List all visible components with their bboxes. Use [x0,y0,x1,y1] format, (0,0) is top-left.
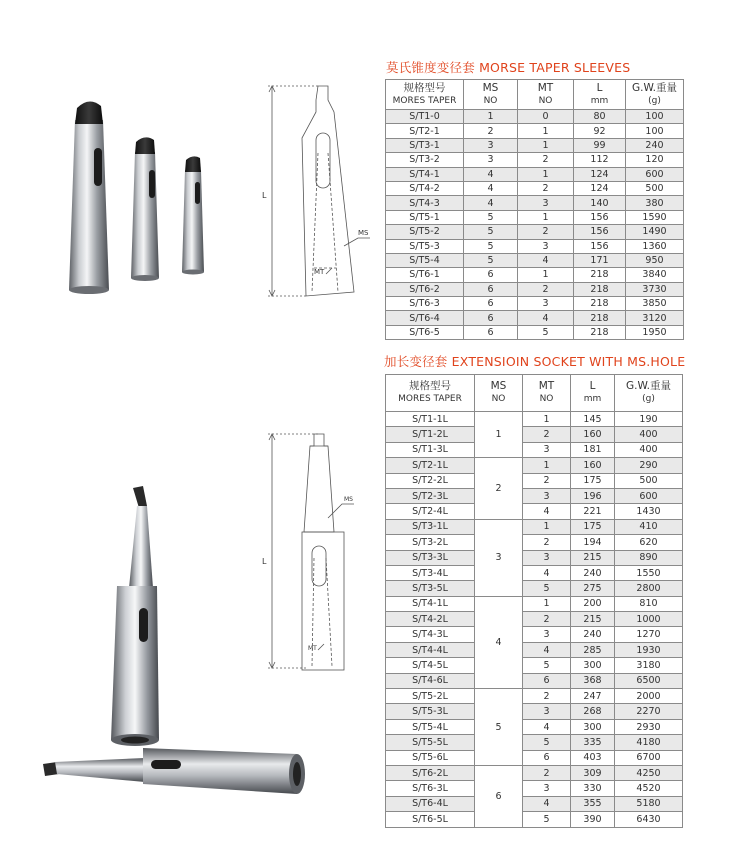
table-row [386,765,683,780]
cell-model: S/T3-1 [386,138,464,152]
cell-l: 240 [571,627,615,642]
cell-l: 335 [571,735,615,750]
cell-l: 218 [574,311,626,325]
cell-mt: 3 [523,627,571,642]
cell-gw: 2000 [615,689,683,704]
cell-model: S/T6-2 [386,282,464,296]
cell-mt: 1 [518,268,574,282]
cell-model: S/T5-4 [386,253,464,267]
table-row [386,812,683,827]
cell-mt: 3 [523,550,571,565]
cell-model: S/T5-3L [386,704,475,719]
cell-l: 156 [574,225,626,239]
cell-model: S/T5-4L [386,719,475,734]
header-ms: MS NO [464,80,518,110]
cell-l: 140 [574,196,626,210]
cell-model: S/T6-1 [386,268,464,282]
table-row [386,153,684,167]
cell-l: 218 [574,325,626,339]
cell-ms: 6 [475,765,523,827]
cell-gw: 3840 [626,268,684,282]
table-row [386,138,684,152]
table-row [386,181,684,195]
cell-l: 268 [571,704,615,719]
table-row [386,704,683,719]
cell-ms: 6 [464,325,518,339]
table-row [386,210,684,224]
cell-ms: 3 [464,138,518,152]
cell-l: 194 [571,535,615,550]
cell-model: S/T2-1 [386,124,464,138]
cell-l: 99 [574,138,626,152]
cell-mt: 0 [518,110,574,124]
cell-gw: 950 [626,253,684,267]
extension-socket-title: 加长变径套 EXTENSIOIN SOCKET WITH MS.HOLE [384,354,686,369]
cell-model: S/T3-2 [386,153,464,167]
table-row [386,325,684,339]
cell-l: 300 [571,658,615,673]
small-sleeve-image [182,156,204,274]
header-l: L mm [571,375,615,412]
cell-ms: 6 [464,282,518,296]
cell-gw: 1930 [615,642,683,657]
cell-model: S/T4-1 [386,167,464,181]
cell-gw: 2930 [615,719,683,734]
cell-gw: 1430 [615,504,683,519]
table-row [386,196,684,210]
cell-gw: 3180 [615,658,683,673]
cell-mt: 2 [518,153,574,167]
cell-mt: 4 [523,565,571,580]
cell-ms: 2 [475,458,523,520]
cell-mt: 1 [523,596,571,611]
cell-gw: 400 [615,442,683,457]
cell-mt: 4 [523,796,571,811]
cell-l: 160 [571,458,615,473]
header-model: 规格型号 MORES TAPER [386,375,475,412]
cell-l: 390 [571,812,615,827]
cell-l: 200 [571,596,615,611]
cell-model: S/T6-3L [386,781,475,796]
table-row [386,627,683,642]
cell-model: S/T4-6L [386,673,475,688]
cell-model: S/T1-1L [386,412,475,427]
cell-model: S/T1-0 [386,110,464,124]
cell-l: 403 [571,750,615,765]
cell-ms: 5 [464,239,518,253]
table-row [386,596,683,611]
l-dimension-label: L [262,557,267,566]
cell-model: S/T4-2L [386,612,475,627]
cell-mt: 2 [523,612,571,627]
cell-mt: 4 [518,311,574,325]
cell-l: 218 [574,297,626,311]
cell-model: S/T3-1L [386,519,475,534]
cell-model: S/T5-5L [386,735,475,750]
table-row [386,239,684,253]
cell-ms: 6 [464,311,518,325]
cell-ms: 1 [464,110,518,124]
table-row [386,673,683,688]
cell-gw: 100 [626,124,684,138]
cell-l: 330 [571,781,615,796]
cell-mt: 2 [523,689,571,704]
cell-gw: 1950 [626,325,684,339]
cell-mt: 3 [518,239,574,253]
header-mt: MT NO [523,375,571,412]
cell-gw: 1590 [626,210,684,224]
morse-taper-sleeves-table [385,79,684,340]
cell-gw: 6430 [615,812,683,827]
table-row [386,535,683,550]
table-row [386,268,684,282]
cell-mt: 5 [518,325,574,339]
cell-gw: 1270 [615,627,683,642]
table-row [386,167,684,181]
cell-model: S/T6-5L [386,812,475,827]
cell-l: 275 [571,581,615,596]
cell-l: 160 [571,427,615,442]
mt-label: MT [308,645,317,652]
cell-l: 171 [574,253,626,267]
cell-gw: 500 [615,473,683,488]
cell-ms: 4 [475,596,523,688]
table-row [386,412,683,427]
cell-model: S/T4-3 [386,196,464,210]
table-header-row [386,375,683,412]
cell-mt: 3 [523,781,571,796]
table-row [386,735,683,750]
cell-l: 175 [571,473,615,488]
cell-l: 92 [574,124,626,138]
cell-gw: 2800 [615,581,683,596]
cell-mt: 1 [523,519,571,534]
cell-model: S/T5-3 [386,239,464,253]
cell-ms: 3 [464,153,518,167]
cell-model: S/T5-6L [386,750,475,765]
cell-ms: 4 [464,196,518,210]
header-gw: G.W.重量 (g) [615,375,683,412]
cell-gw: 4250 [615,765,683,780]
cell-gw: 290 [615,458,683,473]
table-row [386,658,683,673]
cell-l: 175 [571,519,615,534]
cell-model: S/T6-4L [386,796,475,811]
table-row [386,612,683,627]
morse-taper-sleeves-title: 莫氏锥度变径套 MORSE TAPER SLEEVES [386,60,631,75]
table-row [386,225,684,239]
cell-ms: 4 [464,167,518,181]
cell-gw: 1360 [626,239,684,253]
cell-ms: 6 [464,268,518,282]
cell-gw: 240 [626,138,684,152]
cell-mt: 2 [523,535,571,550]
header-gw: G.W.重量 (g) [626,80,684,110]
table-row [386,689,683,704]
cell-l: 112 [574,153,626,167]
cell-gw: 500 [626,181,684,195]
cell-l: 215 [571,550,615,565]
morse-sleeves-photo [55,90,235,300]
cell-mt: 1 [523,412,571,427]
cell-gw: 1490 [626,225,684,239]
cell-model: S/T5-1 [386,210,464,224]
table-row [386,297,684,311]
horizontal-extension-socket-image [43,748,305,794]
vertical-extension-socket-image [111,486,159,746]
cell-model: S/T4-1L [386,596,475,611]
cell-mt: 3 [523,488,571,503]
large-sleeve-image [69,101,109,294]
cell-model: S/T3-3L [386,550,475,565]
cell-gw: 5180 [615,796,683,811]
cell-mt: 2 [518,225,574,239]
cell-l: 285 [571,642,615,657]
cell-l: 124 [574,167,626,181]
cell-mt: 5 [523,735,571,750]
cell-mt: 3 [518,297,574,311]
cell-l: 156 [574,239,626,253]
cell-ms: 3 [475,519,523,596]
cell-model: S/T2-1L [386,458,475,473]
cell-gw: 1000 [615,612,683,627]
cell-mt: 1 [518,210,574,224]
table-row [386,110,684,124]
cell-mt: 1 [518,124,574,138]
table-row [386,473,683,488]
cell-ms: 5 [475,689,523,766]
cell-l: 218 [574,282,626,296]
cell-gw: 4520 [615,781,683,796]
cell-mt: 4 [523,719,571,734]
table-row [386,124,684,138]
cell-l: 181 [571,442,615,457]
header-ms: MS NO [475,375,523,412]
cell-gw: 6700 [615,750,683,765]
cell-l: 124 [574,181,626,195]
mt-label: MT [314,268,325,276]
cell-gw: 600 [615,488,683,503]
cell-ms: 5 [464,225,518,239]
cell-model: S/T6-5 [386,325,464,339]
cell-model: S/T6-2L [386,765,475,780]
cell-model: S/T4-3L [386,627,475,642]
table-header-row [386,80,684,110]
cell-gw: 100 [626,110,684,124]
table-row [386,488,683,503]
cell-mt: 3 [518,196,574,210]
cell-mt: 4 [523,642,571,657]
cell-model: S/T4-4L [386,642,475,657]
cell-model: S/T2-4L [386,504,475,519]
cell-l: 80 [574,110,626,124]
cell-ms: 2 [464,124,518,138]
cell-model: S/T2-2L [386,473,475,488]
cell-gw: 410 [615,519,683,534]
cell-gw: 4180 [615,735,683,750]
cell-l: 145 [571,412,615,427]
cell-l: 368 [571,673,615,688]
cell-mt: 6 [523,750,571,765]
cell-l: 300 [571,719,615,734]
table-row [386,550,683,565]
extension-socket-table [385,374,683,828]
table-row [386,796,683,811]
cell-model: S/T5-2 [386,225,464,239]
cell-mt: 2 [523,765,571,780]
cell-gw: 6500 [615,673,683,688]
cell-model: S/T6-3 [386,297,464,311]
table-row [386,458,683,473]
sleeve-technical-drawing [258,78,378,303]
cell-model: S/T5-2L [386,689,475,704]
cell-model: S/T3-5L [386,581,475,596]
ms-label: MS [358,229,369,237]
table-row [386,581,683,596]
cell-l: 240 [571,565,615,580]
table-row [386,750,683,765]
l-dimension-label: L [262,191,267,200]
cell-model: S/T2-3L [386,488,475,503]
cell-l: 309 [571,765,615,780]
table-row [386,565,683,580]
cell-ms: 4 [464,181,518,195]
cell-mt: 3 [523,704,571,719]
cell-ms: 6 [464,297,518,311]
cell-mt: 3 [523,442,571,457]
cell-l: 218 [574,268,626,282]
cell-gw: 120 [626,153,684,167]
extension-socket-technical-drawing [258,428,378,673]
cell-l: 247 [571,689,615,704]
cell-ms: 1 [475,412,523,458]
header-l: L mm [574,80,626,110]
cell-model: S/T6-4 [386,311,464,325]
cell-mt: 2 [523,473,571,488]
medium-sleeve-image [131,137,159,281]
table-row [386,427,683,442]
cell-gw: 190 [615,412,683,427]
cell-gw: 1550 [615,565,683,580]
table-row [386,719,683,734]
cell-mt: 4 [523,504,571,519]
cell-model: S/T4-2 [386,181,464,195]
cell-l: 196 [571,488,615,503]
table-row [386,282,684,296]
table-row [386,253,684,267]
cell-mt: 2 [518,282,574,296]
cell-gw: 400 [615,427,683,442]
cell-model: S/T1-3L [386,442,475,457]
cell-model: S/T3-2L [386,535,475,550]
table-row [386,642,683,657]
cell-l: 215 [571,612,615,627]
cell-gw: 2270 [615,704,683,719]
cell-gw: 600 [626,167,684,181]
cell-mt: 1 [518,167,574,181]
table-row [386,519,683,534]
cell-gw: 620 [615,535,683,550]
cell-l: 355 [571,796,615,811]
header-model: 规格型号 MORES TAPER [386,80,464,110]
cell-mt: 4 [518,253,574,267]
cell-gw: 3850 [626,297,684,311]
cell-ms: 5 [464,210,518,224]
cell-model: S/T4-5L [386,658,475,673]
cell-mt: 5 [523,658,571,673]
table-row [386,442,683,457]
cell-mt: 2 [523,427,571,442]
table-row [386,504,683,519]
cell-gw: 810 [615,596,683,611]
ms-label: MS [344,496,353,503]
cell-gw: 3730 [626,282,684,296]
cell-model: S/T1-2L [386,427,475,442]
cell-l: 221 [571,504,615,519]
cell-mt: 6 [523,673,571,688]
table-row [386,781,683,796]
cell-gw: 890 [615,550,683,565]
table-row [386,311,684,325]
cell-mt: 5 [523,581,571,596]
cell-gw: 380 [626,196,684,210]
cell-mt: 2 [518,181,574,195]
cell-mt: 1 [518,138,574,152]
cell-mt: 1 [523,458,571,473]
header-mt: MT NO [518,80,574,110]
cell-gw: 3120 [626,311,684,325]
cell-ms: 5 [464,253,518,267]
cell-model: S/T3-4L [386,565,475,580]
cell-mt: 5 [523,812,571,827]
cell-l: 156 [574,210,626,224]
